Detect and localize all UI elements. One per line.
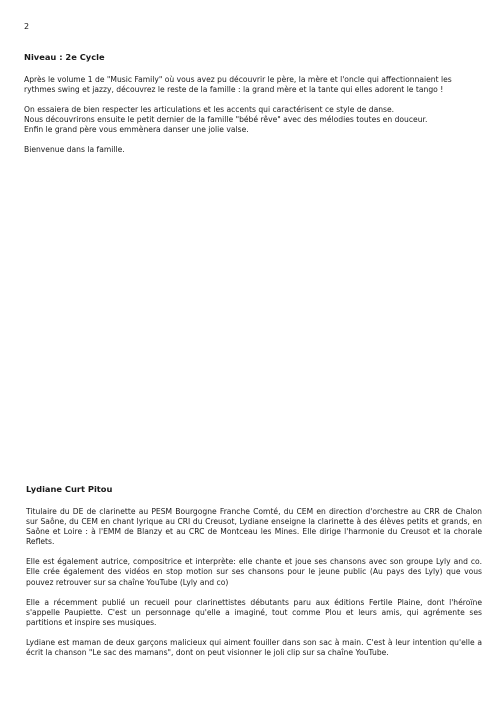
level-heading: Niveau : 2e Cycle xyxy=(24,52,105,62)
intro-paragraph-2 xyxy=(24,105,482,135)
intro-paragraph-2-line-1: On essaiera de bien respecter les articulations et les accents qui caractérisent ce style de danse. xyxy=(24,105,395,115)
author-heading: Lydiane Curt Pitou xyxy=(26,484,113,494)
intro-paragraph-1-text: Après le volume 1 de "Music Family" où vous avez pu découvrir le père, la mère et l'oncle qui affectionnaient les rythmes swing et jazzy, découvrez le reste de la famille : la grand mère et la tante qui elles adorent le tango ! xyxy=(24,75,452,95)
bio-section xyxy=(26,484,482,668)
page-number: 2 xyxy=(24,22,30,31)
intro-paragraph-1 xyxy=(24,75,482,95)
intro-paragraph-2-line-2: Nous découvrirons ensuite le petit dernier de la famille "bébé rêve" avec des mélodies toutes en douceur. xyxy=(24,115,428,125)
intro-paragraph-3-text: Bienvenue dans la famille. xyxy=(24,145,125,155)
intro-paragraph-2-line-3: Enfin le grand père vous emmènera danser une jolie valse. xyxy=(24,125,249,135)
intro-section xyxy=(24,52,482,166)
bio-paragraph-1: Titulaire du DE de clarinette au PESM Bourgogne Franche Comté, du CEM en direction d'orchestre au CRR de Chalon sur Saône, du CEM en chant lyrique au CRI du Creusot, Lydiane enseigne la clarinette à des élèves petits et grands, en Saône et Loire : à l'EMM de Blanzy et au CRC de Montceau les Mines. Elle dirige l'harmonie du Creusot et la chorale Reflets. xyxy=(26,507,482,547)
bio-paragraph-2: Elle est également autrice, compositrice et interprète: elle chante et joue ses chansons avec son groupe Lyly and co. Elle crée également des vidéos en stop motion sur ses chansons pour le jeune public (Au pays des Lyly) que vous pouvez retrouver sur sa chaîne YouTube (Lyly and co) xyxy=(26,557,482,587)
bio-paragraph-3: Elle a récemment publié un recueil pour clarinettistes débutants paru aux éditions Fertile Plaine, dont l'héroïne s'appelle Paupiette. C'est un personnage qu'elle a imaginé, tout comme Plou et leurs amis, qui agrémente ses partitions et inspire ses musiques. xyxy=(26,597,482,627)
intro-paragraph-3 xyxy=(24,145,482,155)
bio-paragraph-4: Lydiane est maman de deux garçons malicieux qui aiment fouiller dans son sac à main. C'est à leur intention qu'elle a écrit la chanson "Le sac des mamans", dont on peut visionner le joli clip sur sa chaîne YouTube. xyxy=(26,637,482,658)
